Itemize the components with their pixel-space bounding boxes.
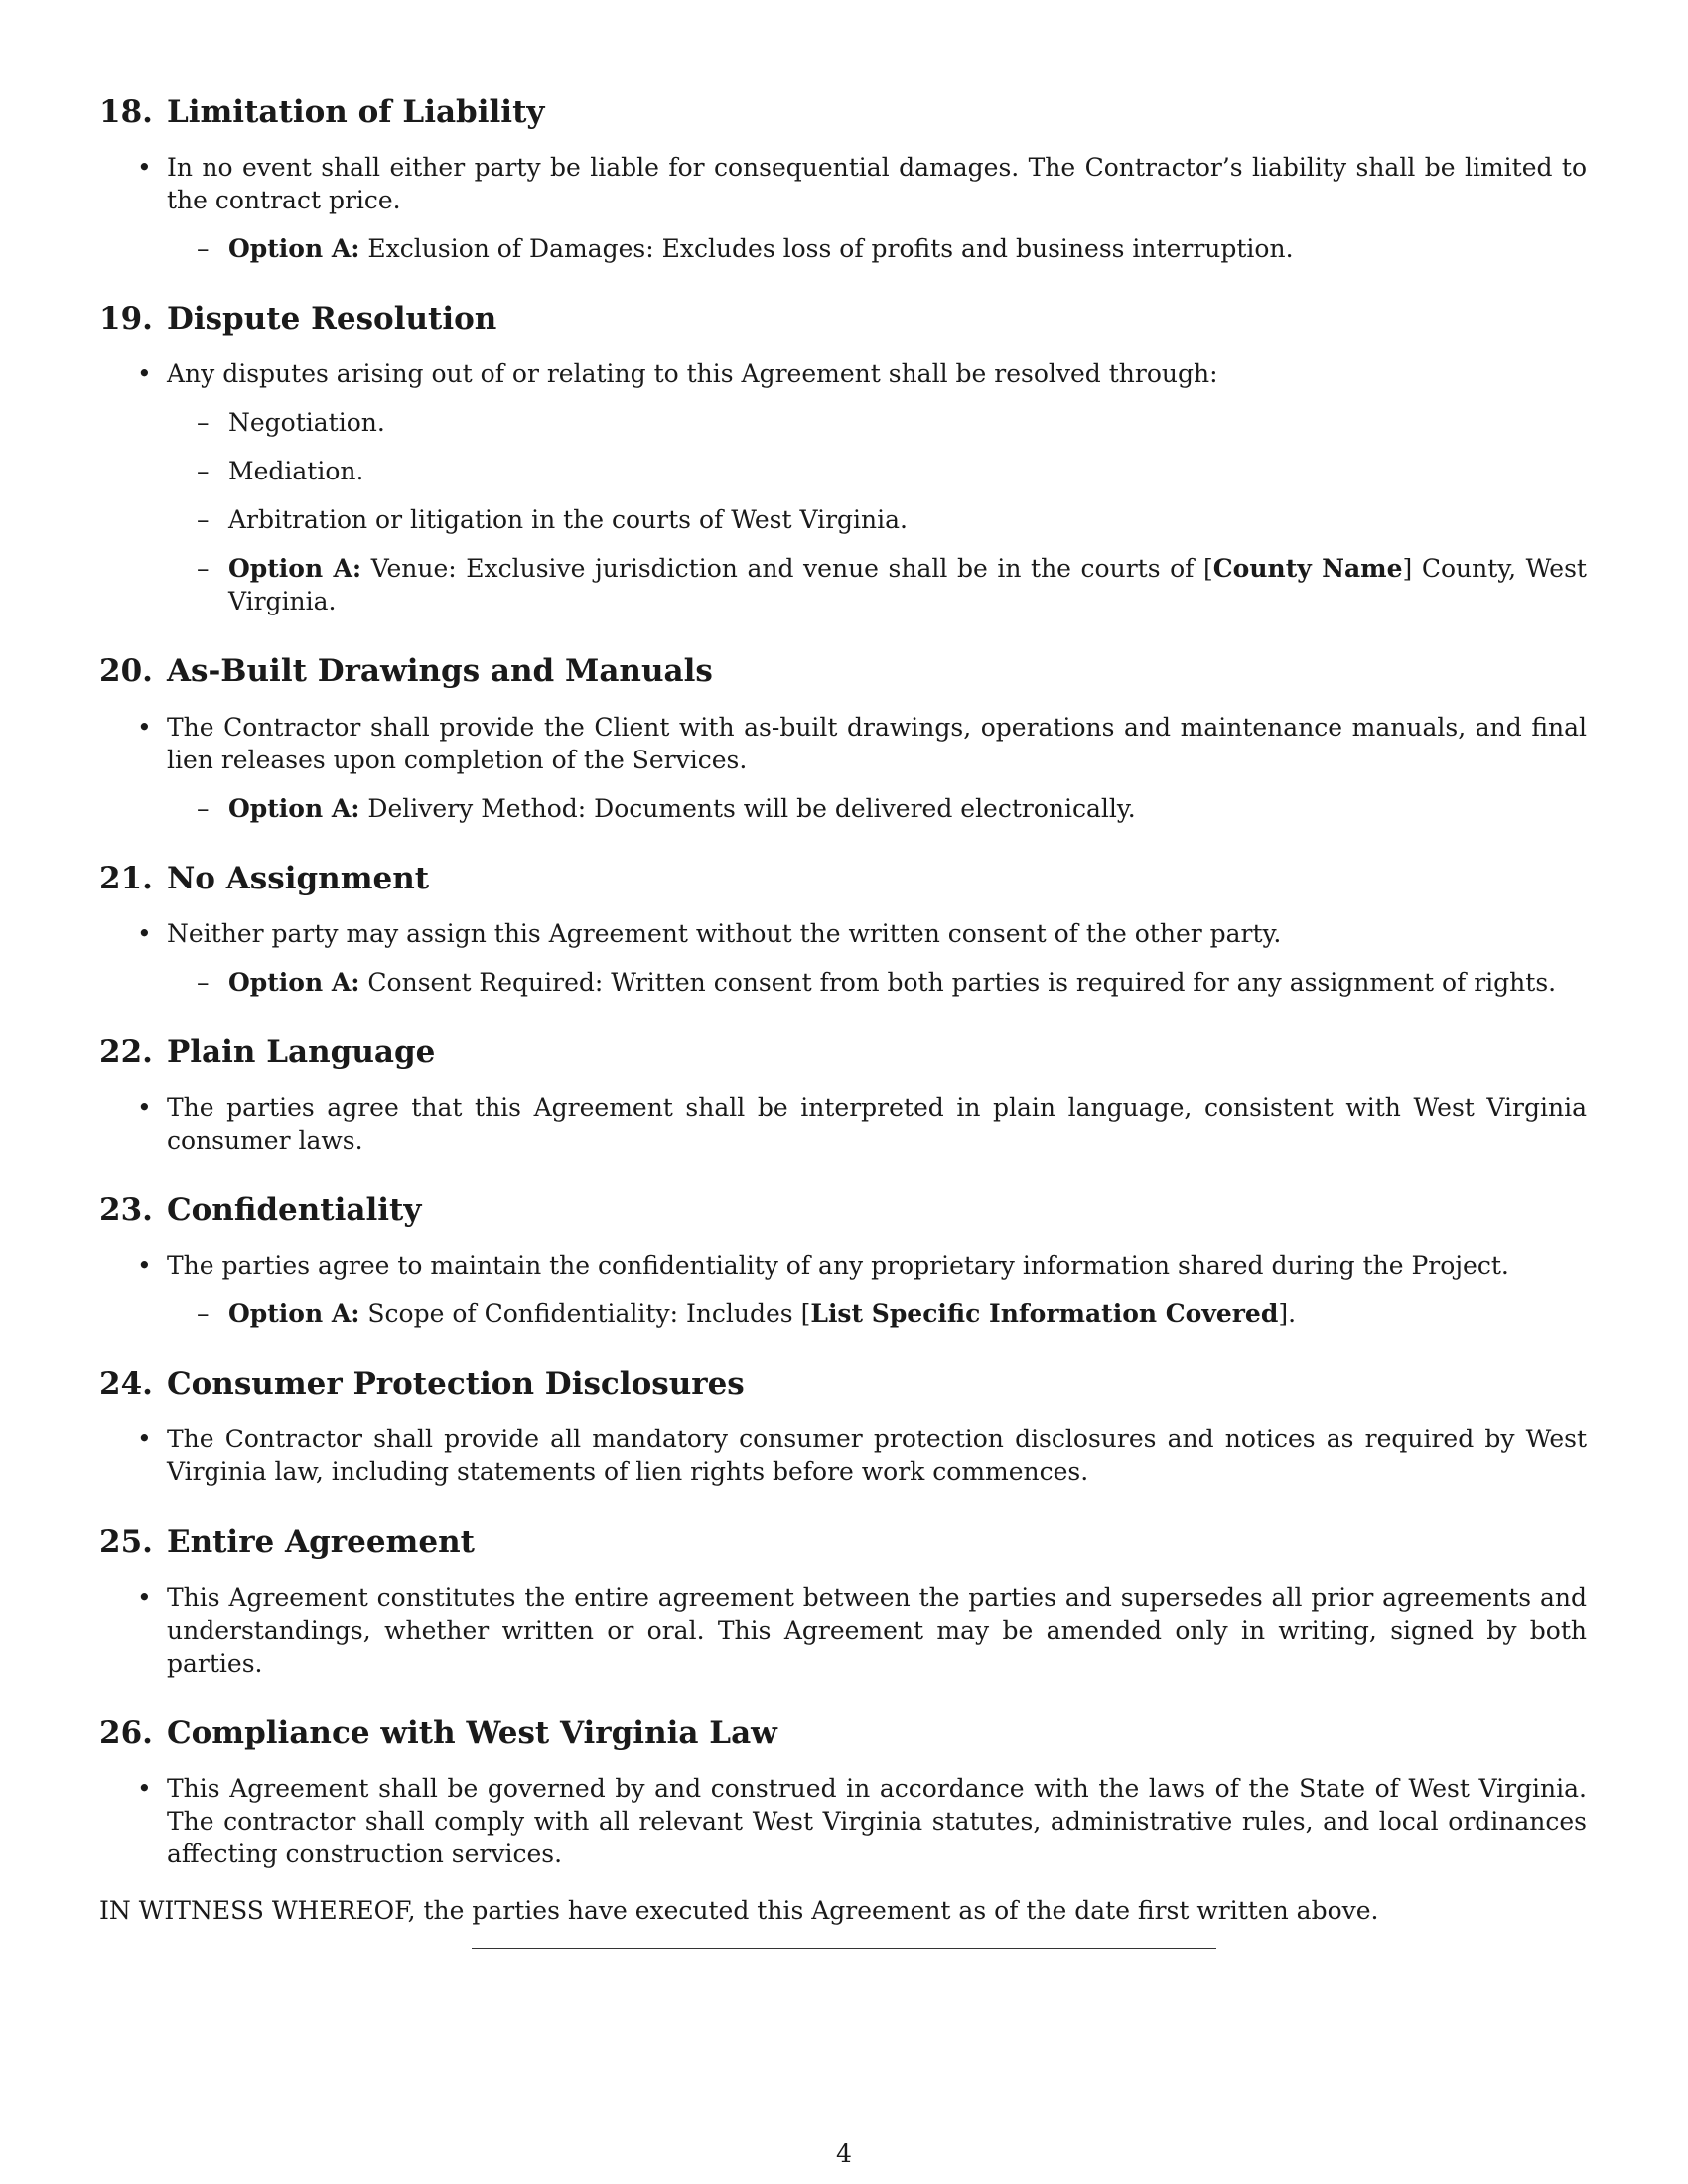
section-title: Confidentiality — [166, 1191, 422, 1228]
section-entire-agreement — [99, 1524, 1587, 1679]
section-number: 26. — [99, 1714, 153, 1751]
sub-list-item: – Mediation. — [167, 455, 1587, 487]
bullet-list — [99, 1581, 1587, 1680]
section-number: 19. — [99, 301, 153, 338]
option-text-end: . — [1288, 1299, 1297, 1329]
clause-text: Neither party may assign this Agreement without the written consent of the other party. — [167, 918, 1282, 948]
section-heading — [99, 653, 1587, 690]
option-item — [167, 552, 1587, 617]
section-consumer-protection — [99, 1366, 1587, 1488]
clause-text: This Agreement shall be governed by and construed in accordance with the laws of the State of West Virginia. The contractor shall comply with all relevant West Virginia statutes, administrative rules, and local ordinances affecting construction services. — [167, 1773, 1587, 1868]
option-item — [167, 792, 1587, 825]
section-heading — [99, 1524, 1587, 1561]
section-heading — [99, 1715, 1587, 1752]
section-confidentiality — [99, 1192, 1587, 1330]
section-title: Limitation of Liability — [166, 94, 545, 130]
list-item — [99, 1772, 1587, 1870]
bullet-list — [99, 1423, 1587, 1488]
section-title: Entire Agreement — [166, 1524, 475, 1561]
option-item — [167, 232, 1587, 265]
section-plain-language — [99, 1034, 1587, 1157]
section-dispute-resolution — [99, 301, 1587, 617]
list-item — [99, 711, 1587, 825]
section-heading — [99, 1192, 1587, 1229]
list-item — [99, 1091, 1587, 1157]
section-number: 23. — [99, 1191, 153, 1228]
bullet-list — [99, 1091, 1587, 1157]
section-number: 24. — [99, 1366, 153, 1403]
section-number: 20. — [99, 653, 153, 690]
option-label: Option A: — [228, 234, 360, 264]
section-title: Dispute Resolution — [166, 301, 497, 338]
bullet-list — [99, 357, 1587, 617]
option-text: Delivery Method: Documents will be delivered electronically. — [359, 793, 1136, 823]
section-number: 22. — [99, 1033, 153, 1070]
sub-list — [167, 406, 1587, 617]
section-number: 18. — [99, 94, 153, 130]
sub-list — [167, 1297, 1587, 1330]
signature-line — [472, 1948, 1216, 1949]
list-item — [99, 1581, 1587, 1680]
bracket-close: ] — [1278, 1299, 1289, 1329]
option-label: Option A: — [228, 793, 360, 823]
option-item — [167, 1297, 1587, 1330]
section-heading — [99, 861, 1587, 897]
clause-text: In no event shall either party be liable for consequential damages. The Contractor’s liability shall be limited to the contract price. — [167, 153, 1587, 215]
bracket-open: [ — [800, 1299, 811, 1329]
section-limitation-of-liability — [99, 94, 1587, 265]
section-number: 21. — [99, 860, 153, 896]
option-label: Option A: — [228, 967, 360, 997]
option-text-end: County, West Virginia. — [228, 554, 1587, 616]
placeholder-info-covered: List Specific Information Covered — [810, 1299, 1279, 1329]
document-page — [99, 94, 1587, 1952]
list-item — [99, 917, 1587, 999]
sub-list — [167, 232, 1587, 265]
bracket-close: ] — [1402, 554, 1413, 584]
bullet-list — [99, 151, 1587, 265]
option-label: Option A: — [228, 1299, 360, 1329]
clause-text: Any disputes arising out of or relating to this Agreement shall be resolved through: — [167, 359, 1218, 389]
section-heading — [99, 301, 1587, 338]
clause-text: The parties agree to maintain the confidentiality of any proprietary information shared during the Project. — [167, 1251, 1509, 1281]
bullet-list — [99, 711, 1587, 825]
placeholder-county-name: County Name — [1212, 554, 1403, 584]
witness-statement: IN WITNESS WHEREOF, the parties have executed this Agreement as of the date first written above. — [99, 1895, 1379, 1925]
section-title: As-Built Drawings and Manuals — [166, 653, 713, 690]
option-text: Scope of Confidentiality: Includes — [359, 1299, 801, 1329]
bracket-open: [ — [1203, 554, 1213, 584]
section-compliance-wv-law — [99, 1715, 1587, 1870]
section-title: No Assignment — [166, 860, 430, 896]
clause-text: The Contractor shall provide all mandatory consumer protection disclosures and notices as required by West Virginia law, including statements of lien rights before work commences. — [167, 1425, 1587, 1487]
option-text: Venue: Exclusive jurisdiction and venue shall be in the courts of — [361, 554, 1204, 584]
section-heading — [99, 1034, 1587, 1071]
list-item — [99, 1423, 1587, 1488]
section-title: Compliance with West Virginia Law — [166, 1714, 777, 1751]
section-as-built-drawings — [99, 653, 1587, 824]
sub-list-item: – Negotiation. — [167, 406, 1587, 439]
section-title: Plain Language — [166, 1033, 436, 1070]
sub-list-item: – Arbitration or litigation in the courts of West Virginia. — [167, 503, 1587, 536]
bullet-list — [99, 917, 1587, 999]
section-title: Consumer Protection Disclosures — [166, 1366, 745, 1403]
page-number: 4 — [836, 2139, 852, 2168]
list-item — [99, 151, 1587, 265]
option-item — [167, 966, 1587, 999]
list-item — [99, 357, 1587, 617]
clause-text: The Contractor shall provide the Client with as-built drawings, operations and maintenance manuals, and final lien releases upon completion of the Services. — [167, 712, 1587, 774]
sub-list — [167, 792, 1587, 825]
bullet-list — [99, 1772, 1587, 1870]
clause-text: This Agreement constitutes the entire agreement between the parties and supersedes all prior agreements and understandings, whether written or oral. This Agreement may be amended only in writing, signed by both parties. — [167, 1582, 1587, 1678]
bullet-list — [99, 1249, 1587, 1330]
clause-text: The parties agree that this Agreement shall be interpreted in plain language, consistent with West Virginia consumer laws. — [167, 1092, 1587, 1155]
sub-list — [167, 966, 1587, 999]
option-text: Consent Required: Written consent from both parties is required for any assignment of rights. — [359, 967, 1557, 997]
option-text: Exclusion of Damages: Excludes loss of profits and business interruption. — [359, 234, 1294, 264]
section-no-assignment — [99, 861, 1587, 999]
section-heading — [99, 94, 1587, 131]
section-number: 25. — [99, 1524, 153, 1561]
section-heading — [99, 1366, 1587, 1403]
option-label: Option A: — [228, 554, 362, 584]
list-item — [99, 1249, 1587, 1330]
